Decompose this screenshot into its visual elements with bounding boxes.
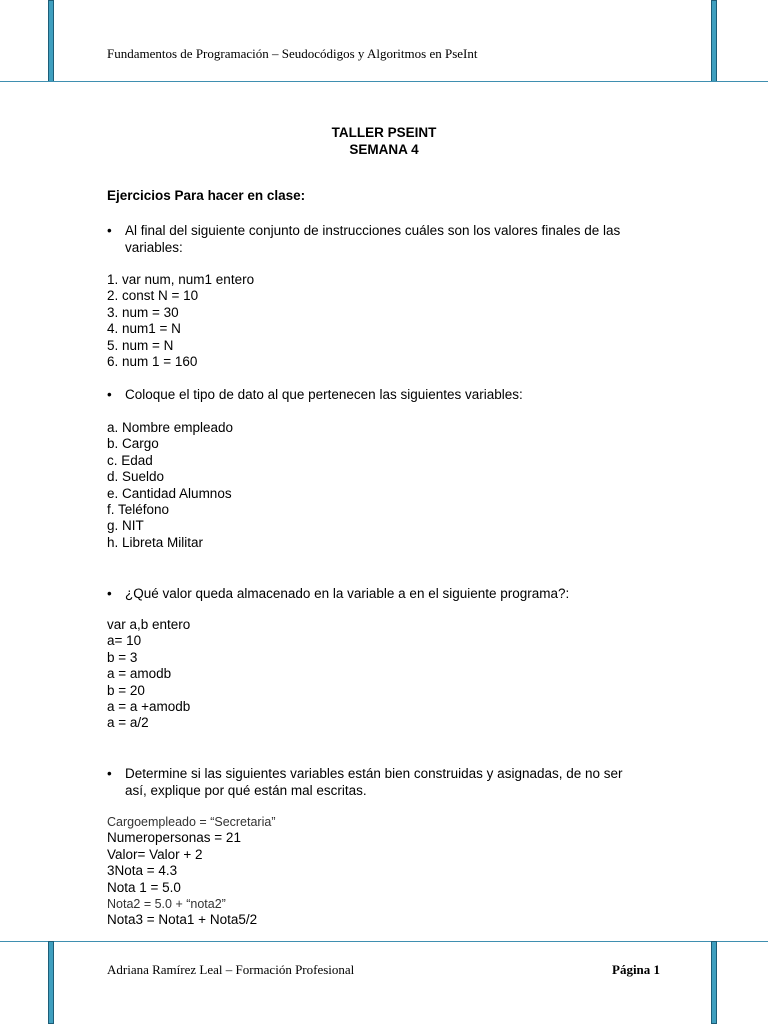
list-item: Nota3 = Nota1 + Nota5/2	[107, 912, 258, 928]
list-item: 5. num = N	[107, 337, 174, 353]
list-item: 3. num = 30	[107, 304, 179, 320]
list-item: Valor= Valor + 2	[107, 846, 203, 862]
list-item: Nota2 = 5.0 + “nota2”	[107, 897, 226, 912]
exercise-3-lines	[107, 617, 190, 732]
page-header: Fundamentos de Programación – Seudocódigos y Algoritmos en PseInt	[107, 46, 478, 61]
page-number: Página 1	[612, 962, 661, 977]
list-item: a = a +amodb	[107, 699, 191, 715]
list-item: 3Nota = 4.3	[107, 863, 178, 879]
list-item: b = 3	[107, 649, 138, 665]
title-line-1: TALLER PSEINT	[331, 125, 437, 140]
header-rule	[0, 81, 768, 82]
list-item: a = a/2	[107, 715, 149, 731]
exercise-2-text: Coloque el tipo de dato al que pertenecen las siguientes variables:	[125, 387, 523, 402]
list-item: a = amodb	[107, 666, 172, 682]
footer-left-bar	[48, 941, 54, 1024]
list-item: 2. const N = 10	[107, 288, 199, 304]
list-item: b. Cargo	[107, 436, 159, 452]
exercise-2-lines	[107, 420, 233, 551]
list-item: g. NIT	[107, 518, 144, 534]
bullet-icon: •	[107, 223, 112, 238]
list-item: 1. var num, num1 entero	[107, 272, 255, 287]
list-item: Nota 1 = 5.0	[107, 879, 181, 895]
section-heading: Ejercicios Para hacer en clase:	[107, 188, 306, 203]
list-item: var a,b entero	[107, 617, 191, 632]
exercise-1-lines	[107, 272, 254, 370]
exercise-3-text: ¿Qué valor queda almacenado en la variable a en el siguiente programa?:	[125, 586, 570, 601]
exercise-1-text: Al final del siguiente conjunto de instrucciones cuáles son los valores finales de las variables:	[125, 223, 621, 255]
page-footer-author: Adriana Ramírez Leal – Formación Profesional	[107, 962, 355, 977]
list-item: d. Sueldo	[107, 469, 165, 485]
exercise-4-text: Determine si las siguientes variables están bien construidas y asignadas, de no ser así, explique por qué están mal escritas.	[125, 766, 623, 798]
list-item: f. Teléfono	[107, 502, 170, 518]
footer-rule	[0, 941, 768, 942]
list-item: a= 10	[107, 633, 142, 649]
exercise-4-lines	[107, 814, 276, 929]
bullet-icon: •	[107, 766, 112, 781]
document-title	[0, 124, 768, 158]
bullet-icon: •	[107, 586, 112, 601]
list-item: c. Edad	[107, 452, 153, 468]
header-right-bar	[711, 0, 717, 82]
footer-right-bar	[711, 941, 717, 1024]
list-item: b = 20	[107, 682, 145, 698]
list-item: Numeropersonas = 21	[107, 830, 241, 846]
list-item: h. Libreta Militar	[107, 534, 204, 550]
list-item: Cargoempleado = “Secretaria”	[107, 815, 276, 829]
list-item: 4. num1 = N	[107, 321, 181, 337]
header-left-bar	[48, 0, 54, 82]
list-item: e. Cantidad Alumnos	[107, 485, 232, 501]
title-line-2: SEMANA 4	[349, 142, 419, 157]
list-item: 6. num 1 = 160	[107, 354, 198, 370]
bullet-icon: •	[107, 387, 112, 402]
list-item: a. Nombre empleado	[107, 420, 234, 435]
